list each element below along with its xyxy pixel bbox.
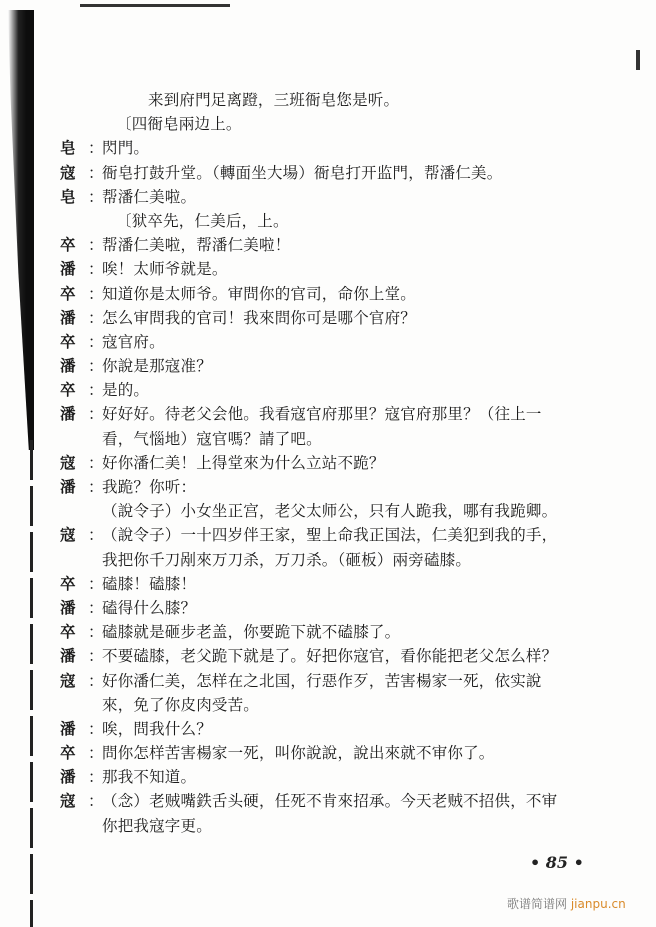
line-text: 好你潘仁美，怎样在之北国，行惡作歹，苦害楊家一死，依实說 [102, 671, 542, 690]
speaker-name: 潘 [60, 259, 76, 279]
line-text: 〔狱卒先，仁美后，上。 [116, 211, 289, 230]
stage-direction [60, 112, 600, 136]
top-scan-mark [80, 4, 230, 7]
line-text: 是的。 [102, 381, 150, 400]
speaker-colon: ： [88, 647, 104, 666]
speaker-name: 潘 [60, 718, 76, 738]
line-text: 磕膝！磕膝！ [102, 574, 197, 593]
dialogue-line [60, 741, 600, 765]
dialogue-line [60, 306, 600, 330]
dialogue-line [60, 572, 600, 596]
speaker-colon: ： [88, 284, 104, 303]
script-text-body [60, 88, 600, 838]
speaker-colon: ： [88, 236, 104, 255]
continuation-line [60, 499, 600, 523]
line-text: 磕膝就是砸步老盖，你要跪下就不磕膝了。 [102, 623, 401, 642]
speaker-colon: ： [88, 260, 104, 279]
line-text: 衙皂打鼓升堂。（轉面坐大場）衙皂打开监門，帮潘仁美。 [102, 163, 503, 182]
watermark [507, 895, 626, 912]
dialogue-line [60, 161, 600, 185]
dialogue-line [60, 185, 600, 209]
speaker-name: 潘 [60, 767, 76, 787]
watermark-latin: jianpu.cn [570, 897, 626, 911]
dialogue-line [60, 620, 600, 644]
dialogue-line [60, 451, 600, 475]
page-edge-line [30, 440, 33, 927]
speaker-colon: ： [88, 574, 104, 593]
right-scan-mark [636, 50, 640, 70]
line-text: 好好好。待老父会他。我看寇官府那里？寇官府那里？（往上一 [102, 405, 542, 424]
speaker-colon: ： [88, 719, 104, 738]
speaker-name: 卒 [60, 331, 76, 351]
dialogue-line [60, 378, 600, 402]
speaker-colon: ： [88, 381, 104, 400]
speaker-colon: ： [88, 332, 104, 351]
line-text: 知道你是太师爷。审問你的官司，命你上堂。 [102, 284, 417, 303]
speaker-name: 寇 [60, 452, 76, 472]
line-text: 來，免了你皮肉受苦。 [102, 695, 260, 714]
speaker-name: 潘 [60, 404, 76, 424]
speaker-name: 皂 [60, 138, 76, 158]
stage-direction [60, 209, 600, 233]
speaker-colon: ： [88, 308, 104, 327]
page-number: • 85 • [530, 853, 584, 872]
line-text: 怎么审問我的官司！我來問你可是哪个官府？ [102, 308, 417, 327]
continuation-line [60, 693, 600, 717]
speaker-name: 寇 [60, 670, 76, 690]
speaker-colon: ： [88, 623, 104, 642]
dialogue-line [60, 136, 600, 160]
speaker-name: 潘 [60, 646, 76, 666]
line-text: 唉，問我什么？ [102, 719, 212, 738]
dialogue-line [60, 257, 600, 281]
speaker-name: 卒 [60, 235, 76, 255]
line-text: 帮潘仁美啦。 [102, 187, 197, 206]
dialogue-line [60, 596, 600, 620]
dialogue-line [60, 765, 600, 789]
speaker-name: 寇 [60, 162, 76, 182]
speaker-name: 皂 [60, 186, 76, 206]
line-text: 閃門。 [102, 139, 150, 158]
line-text: 好你潘仁美！上得堂來为什么立站不跪？ [102, 453, 385, 472]
speaker-name: 卒 [60, 573, 76, 593]
line-text: 那我不知道。 [102, 768, 197, 787]
line-text: 我把你千刀剐來万刀杀，万刀杀。（砸板）兩旁磕膝。 [102, 550, 472, 569]
speaker-colon: ： [88, 792, 104, 811]
dialogue-line [60, 233, 600, 257]
line-text: 你說是那寇准？ [102, 357, 212, 376]
dialogue-line [60, 523, 600, 547]
dialogue-line [60, 717, 600, 741]
speaker-name: 卒 [60, 380, 76, 400]
line-text: 看，气惱地）寇官嗎？請了吧。 [102, 429, 322, 448]
speaker-name: 卒 [60, 622, 76, 642]
speaker-name: 潘 [60, 307, 76, 327]
continuation-line [60, 427, 600, 451]
line-text: （說令子）小女坐正宫，老父太师公，只有人跪我，哪有我跪卿。 [102, 502, 558, 521]
dialogue-line [60, 402, 600, 426]
line-text: （念）老贼嘴鉄舌头硬，任死不肯來招承。今天老贼不招供，不审 [102, 792, 558, 811]
speaker-colon: ： [88, 139, 104, 158]
dialogue-line [60, 789, 600, 813]
book-spine-shadow [8, 10, 34, 450]
dialogue-line [60, 644, 600, 668]
speaker-name: 卒 [60, 743, 76, 763]
speaker-name: 潘 [60, 597, 76, 617]
dialogue-line [60, 330, 600, 354]
line-text: 唉！太师爷就是。 [102, 260, 228, 279]
speaker-colon: ： [88, 526, 104, 545]
line-text: 磕得什么膝？ [102, 598, 197, 617]
speaker-name: 潘 [60, 477, 76, 496]
line-text: 来到府門足离蹬，三班衙皂您是听。 [148, 91, 400, 109]
watermark-cn: 歌谱简谱网 [507, 897, 568, 911]
line-text: 寇官府。 [102, 332, 165, 351]
line-text: 你把我寇字更。 [102, 816, 212, 835]
speaker-name: 卒 [60, 283, 76, 303]
speaker-colon: ： [88, 768, 104, 787]
speaker-colon: ： [88, 478, 104, 496]
speaker-name: 潘 [60, 356, 76, 376]
continuation-line [60, 814, 600, 838]
speaker-colon: ： [88, 453, 104, 472]
dialogue-line [60, 475, 600, 499]
speaker-colon: ： [88, 187, 104, 206]
speaker-colon: ： [88, 671, 104, 690]
line-text: 〔四衙皂兩边上。 [116, 115, 242, 134]
dialogue-line [60, 282, 600, 306]
line-text: 我跪？你听： [102, 478, 197, 496]
dialogue-line [60, 669, 600, 693]
line-text: 問你怎样苦害楊家一死，叫你說說，說出來就不审你了。 [102, 744, 495, 763]
line-text: （說令子）一十四岁伴王家，聖上命我正国法，仁美犯到我的手， [102, 526, 558, 545]
verse-line [60, 88, 600, 112]
speaker-colon: ： [88, 598, 104, 617]
speaker-name: 寇 [60, 791, 76, 811]
line-text: 不要磕膝，老父跪下就是了。好把你寇官，看你能把老父怎么样？ [102, 647, 558, 666]
speaker-colon: ： [88, 744, 104, 763]
dialogue-line [60, 354, 600, 378]
speaker-name: 寇 [60, 525, 76, 545]
continuation-line [60, 548, 600, 572]
speaker-colon: ： [88, 163, 104, 182]
line-text: 帮潘仁美啦，帮潘仁美啦！ [102, 236, 291, 255]
speaker-colon: ： [88, 357, 104, 376]
speaker-colon: ： [88, 405, 104, 424]
